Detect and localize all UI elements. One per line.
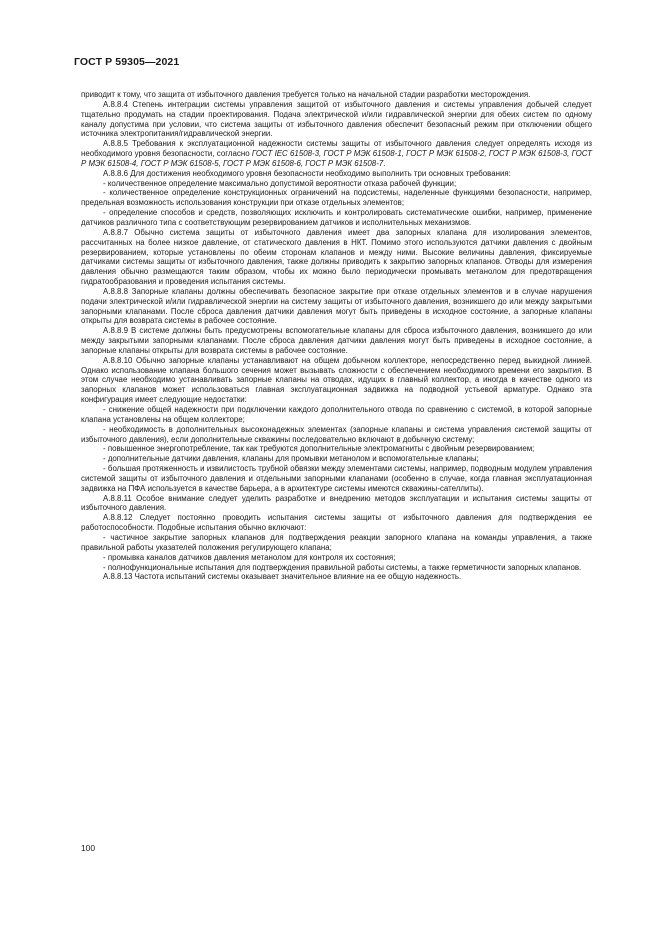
list-item: - повышенное энергопотребление, так как требуются дополнительные электромагниты с двойным резервированием; xyxy=(103,444,535,454)
list-item: - количественное определение максимально допустимой вероятности отказа рабочей функции; xyxy=(103,178,457,188)
paragraph-a8813: А.8.8.13 Частота испытаний системы оказывает значительное влияние на ее общую надежность. xyxy=(103,572,462,582)
list-item: - количественное определение конструкционных ограничений на подсистемы, наделенные функциями безопасности, например, предельная возможность использования конструкции при отказе отдельных элементов; xyxy=(81,188,592,208)
list-item: - определение способов и средств, позволяющих исключить и контролировать систематические ошибки, например, применение датчиков различного типа с соответствующим резервированием датчиков и исполнительных механизмов. xyxy=(81,208,592,227)
paragraph-continuation: приводит к тому, что защита от избыточного давления требуется только на начальной стадии разработки месторождения. xyxy=(81,90,531,99)
list-item: - необходимость в дополнительных высоконадежных элементах (запорные клапаны и система управления системой защиты от избыточного давления), если дополнительные скважины последовательно включают в добычную систему; xyxy=(81,424,592,444)
paragraph-a885-tail: . xyxy=(383,158,386,168)
list-item: - большая протяженность и извилистость трубной обвязки между элементами системы, например, подводным модулем управления системой защиты от избыточного давления и отдельными запорными клапанами (особенно в случае, когда главная эксплуатационная задвижка на ПФА используется в качестве барьера, а в архитектуре системы имеются скважины-сателлиты). xyxy=(81,464,592,493)
paragraph-a8811: А.8.8.11 Особое внимание следует уделить разработке и внедрению методов эксплуатации и испытания системы защиты от избыточного давления. xyxy=(81,493,592,513)
paragraph-a888: А.8.8.8 Запорные клапаны должны обеспечивать безопасное закрытие при отказе отдельных элементов и в случае нарушения подачи электрической и/или гидравлической энергии на систему защиты от избыточного давления, возникшего до или между закрытыми запорными клапанами. После сброса давления датчики давления могут быть приведены в исходное состояние, а запорные клапаны открыты для возврата системы в рабочее состояние. xyxy=(81,286,592,326)
paragraph-a885-text: А.8.8.5 Требования к эксплуатационной надежности системы защиты от избыточного давления следует определять исходя из необходимого уровня безопасности, согласно xyxy=(81,139,592,159)
paragraph-a887: А.8.8.7 Обычно система защиты от избыточного давления имеет два запорных клапана для изолирования элементов, рассчитанных на более низкое давление, от статического давления в НКТ. Помимо этого используются датчики давления с двойным резервированием, которые установлены по обеим сторонам клапанов и между ними. Высокие величины давления, фиксируемые датчиками системы защиты от избыточного давления, также должны приводить к закрытию запорных клапанов. Отводы для измерения давления обычно размещаются таким образом, чтобы их можно было периодически промывать метанолом для предотвращения гидратообразования и проведения испытания системы. xyxy=(81,227,592,287)
document-header-title: ГОСТ Р 59305—2021 xyxy=(74,56,180,68)
page-number: 100 xyxy=(81,843,95,853)
paragraph-a889: А.8.8.9 В системе должны быть предусмотрены вспомогательные клапаны для сброса избыточного давления, возникшего до или между закрытыми запорными клапанами. После сброса давления датчики давления могут быть приведены в исходное состояние, а запорные клапаны открыты для возврата системы в рабочее состояние. xyxy=(81,326,592,355)
document-body xyxy=(81,90,592,582)
paragraph-a8810: А.8.8.10 Обычно запорные клапаны устанавливают на общем добычном коллекторе, непосредственно перед выкидной линией. Однако использование клапана большого сечения может вызывать сложности с обеспечением необходимого времени его закрытия. В этом случае необходимо устанавливать запорные клапаны на отводах, идущих в главный коллектор, а иногда в качестве одного из запорных клапанов может использоваться главная эксплуатационная задвижка на подводной устьевой арматуре. Однако эта конфигурация имеет следующие недостатки: xyxy=(81,355,592,405)
list-item: - полнофункциональные испытания для подтверждения правильной работы системы, а также герметичности запорных клапанов. xyxy=(103,562,582,572)
list-item: - промывка каналов датчиков давления метанолом для контроля их состояния; xyxy=(103,552,396,562)
paragraph-a884: А.8.8.4 Степень интеграции системы управления защитой от избыточного давления и системы управления добычей следует тщательно продумать на стадии проектирования. Подача электрической и/или гидравлической энергии для обеих систем по одному каналу допустима при условии, что система защиты от избыточного давления обеспечит безопасный режим при отключении общего источника электропитания/гидравлической энергии. xyxy=(81,99,592,139)
paragraph-a886: А.8.8.6 Для достижения необходимого уровня безопасности необходимо выполнить три основных требования: xyxy=(103,168,511,178)
list-item: - частичное закрытие запорных клапанов для подтверждения реакции запорного клапана на команды управления, а также правильной работы указателей положения регулирующего клапана; xyxy=(81,532,592,552)
paragraph-a885 xyxy=(81,139,592,169)
list-item: - дополнительные датчики давления, клапаны для промывки метанолом и вспомогательные клапаны; xyxy=(103,454,479,464)
paragraph-a8812: А.8.8.12 Следует постоянно проводить испытания системы защиты от избыточного давления для подтверждения ее работоспособности. Подобные испытания обычно включают: xyxy=(81,513,592,533)
list-item: - снижение общей надежности при подключении каждого дополнительного отвода по сравнению с системой, в которой запорные клапана установлены на общем коллекторе; xyxy=(81,405,592,424)
paragraph-a885-standards: ГОСТ IEC 61508-3, ГОСТ Р МЭК 61508-1, ГОСТ Р МЭК 61508-2, ГОСТ Р МЭК 61508-3, ГОСТ Р МЭК 61508-4, ГОСТ Р МЭК 61508-5, ГОСТ Р МЭК 61508-6, ГОСТ Р МЭК 61508-7 xyxy=(81,149,592,168)
